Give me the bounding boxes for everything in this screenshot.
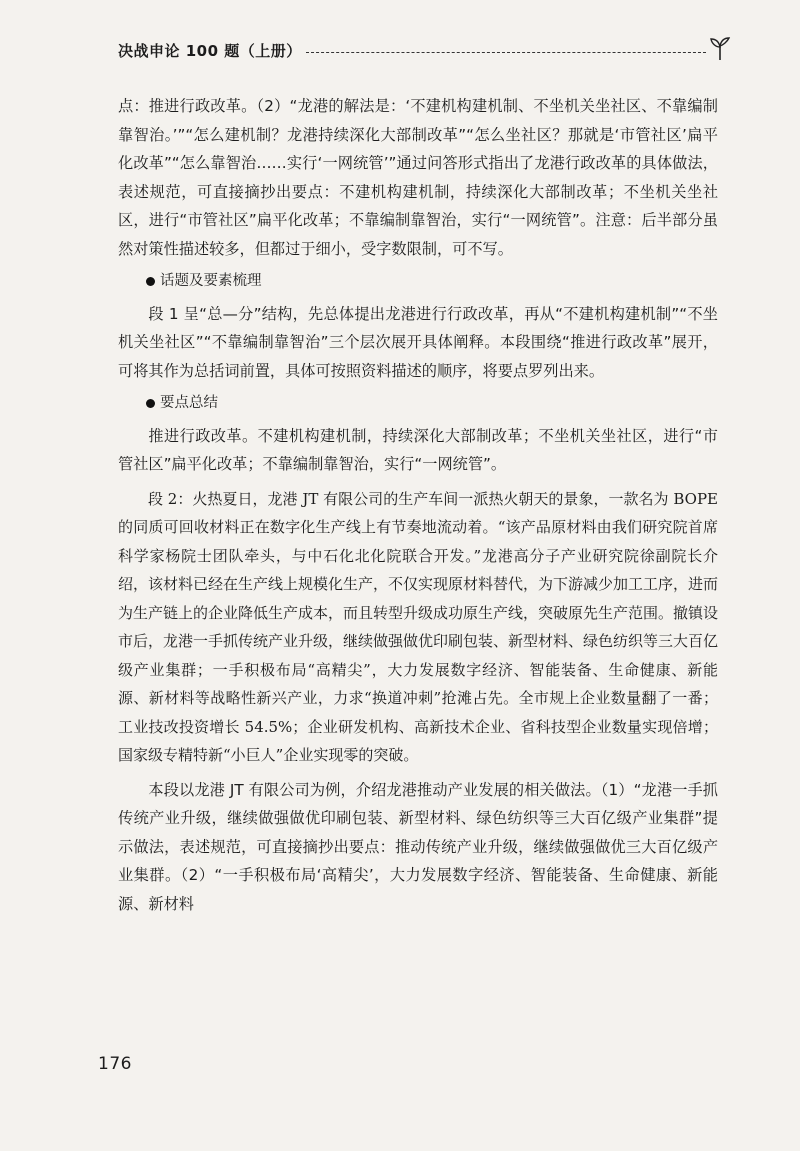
bullet-heading-summary: [146, 389, 718, 418]
page-number: 176: [98, 1054, 132, 1074]
header-rule: [306, 52, 706, 53]
sprout-icon: [708, 36, 732, 62]
paragraph-source-material: 段 2：火热夏日，龙港 JT 有限公司的生产车间一派热火朝天的景象，一款名为 BOPE 的同质可回收材料正在数字化生产线上有节奏地流动着。“该产品原材料由我们研究院首席科学家杨院士团队牵头，与中石化北化院联合开发。”龙港高分子产业研究院徐副院长介绍，该材料已经在生产线上规模化生产，不仅实现原材料替代，为下游减少加工工序，进而为生产链上的企业降低生产成本，而且转型升级成功原生产线，突破原先生产范围。撤镇设市后，龙港一手抓传统产业升级，继续做强做优印刷包装、新型材料、绿色纺织等三大百亿级产业集群；一手积极布局“高精尖”，大力发展数字经济、智能装备、生命健康、新能源、新材料等战略性新兴产业，力求“换道冲刺”抢滩占先。全市规上企业数量翻了一番；工业技改投资增长 54.5%；企业研发机构、高新技术企业、省科技型企业数量实现倍增；国家级专精特新“小巨人”企业实现零的突破。: [118, 489, 719, 764]
running-header: [118, 36, 728, 66]
bullet-heading-label: 要点总结: [160, 395, 218, 411]
body-text: [118, 92, 718, 918]
paragraph-topic-analysis: 段 1 呈“总—分”结构，先总体提出龙港进行行政改革，再从“不建机构建机制”“不坐机关坐社区”“不靠编制靠智治”三个层次展开具体阐释。本段围绕“推进行政改革”展开，可将其作为总括词前置，具体可按照资料描述的顺序，将要点罗列出来。: [118, 304, 718, 380]
paragraph-analysis-continued: 点：推进行政改革。（2）“龙港的解法是：‘不建机构建机制、不坐机关坐社区、不靠编制靠智治。’”“怎么建机制？龙港持续深化大部制改革”“怎么坐社区？那就是‘市管社区’扁平化改革”“怎么靠智治……实行‘一网统管’”通过问答形式指出了龙港行政改革的具体做法，表述规范，可直接摘抄出要点：不建机构建机制，持续深化大部制改革；不坐机关坐社区，进行“市管社区”扁平化改革；不靠编制靠智治，实行“一网统管”。注意：后半部分虽然对策性描述较多，但都过于细小，受字数限制，可不写。: [118, 97, 718, 258]
bullet-dot-icon: [146, 399, 155, 408]
paragraph-key-points: 推进行政改革。不建机构建机制，持续深化大部制改革；不坐机关坐社区，进行“市管社区”扁平化改革；不靠编制靠智治，实行“一网统管”。: [118, 426, 718, 473]
bullet-dot-icon: [146, 277, 155, 286]
bullet-heading-label: 话题及要素梳理: [160, 273, 262, 289]
book-title: 决战申论 100 题（上册）: [118, 42, 302, 60]
bullet-heading-topic: [146, 267, 718, 296]
paragraph-material-analysis: 本段以龙港 JT 有限公司为例，介绍龙港推动产业发展的相关做法。（1）“龙港一手抓传统产业升级，继续做强做优印刷包装、新型材料、绿色纺织等三大百亿级产业集群”提示做法，表述规范，可直接摘抄出要点：推动传统产业升级，继续做强做优三大百亿级产业集群。（2）“一手积极布局‘高精尖’，大力发展数字经济、智能装备、生命健康、新能源、新材料: [118, 780, 718, 913]
